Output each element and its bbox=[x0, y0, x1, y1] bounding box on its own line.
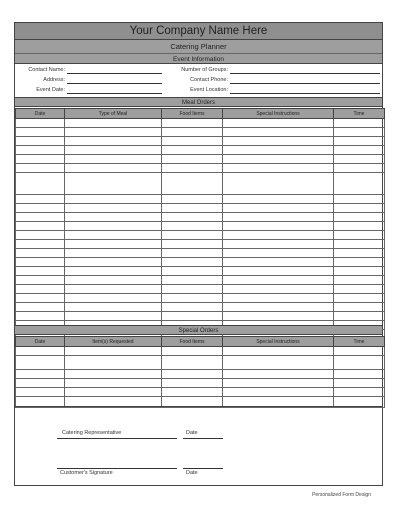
meal-orders-header: Meal Orders bbox=[15, 97, 382, 107]
signature-section bbox=[15, 406, 382, 488]
date-line[interactable] bbox=[183, 468, 223, 469]
table-row[interactable] bbox=[16, 267, 385, 276]
form-title: Catering Planner bbox=[15, 40, 382, 53]
contact-name-field[interactable] bbox=[15, 65, 165, 75]
event-information-fields bbox=[15, 64, 382, 96]
column-header: Food Items bbox=[162, 337, 223, 347]
column-header: Time bbox=[334, 109, 385, 119]
table-row[interactable] bbox=[16, 370, 385, 379]
table-row[interactable] bbox=[16, 137, 385, 146]
column-header: Special Instructions bbox=[223, 337, 334, 347]
event-date-field[interactable] bbox=[15, 85, 165, 95]
table-header-row bbox=[16, 337, 385, 347]
event-information-header: Event Information bbox=[15, 53, 382, 64]
special-orders-header: Special Orders bbox=[15, 325, 382, 335]
table-row[interactable] bbox=[16, 379, 385, 388]
date-label: Date bbox=[186, 430, 198, 436]
table-row[interactable] bbox=[16, 276, 385, 285]
company-name-header: Your Company Name Here bbox=[15, 23, 382, 40]
field-line bbox=[230, 73, 380, 74]
field-line bbox=[67, 93, 162, 94]
date-line[interactable] bbox=[183, 438, 223, 439]
table-row[interactable] bbox=[16, 155, 385, 164]
column-header: Type of Meal bbox=[65, 109, 162, 119]
table-row[interactable] bbox=[16, 347, 385, 356]
table-row[interactable] bbox=[16, 119, 385, 128]
table-row[interactable] bbox=[16, 285, 385, 294]
footer-note: Personalized Form Design bbox=[312, 492, 371, 498]
representative-signature-label: Catering Representative bbox=[62, 430, 122, 436]
field-line bbox=[230, 83, 380, 84]
meal-orders-table bbox=[15, 108, 385, 341]
table-row[interactable] bbox=[16, 213, 385, 222]
table-row[interactable] bbox=[16, 294, 385, 303]
field-line bbox=[67, 73, 162, 74]
table-row[interactable] bbox=[16, 249, 385, 258]
customer-signature-line[interactable] bbox=[57, 468, 177, 469]
event-location-field[interactable] bbox=[170, 85, 382, 95]
table-row[interactable] bbox=[16, 128, 385, 137]
column-header: Special Instructions bbox=[223, 109, 334, 119]
date-label: Date bbox=[186, 470, 198, 476]
special-orders-table bbox=[15, 336, 385, 408]
table-row[interactable] bbox=[16, 303, 385, 312]
table-row[interactable] bbox=[16, 231, 385, 240]
table-row[interactable] bbox=[16, 173, 385, 195]
column-header: Date bbox=[16, 109, 65, 119]
column-header: Item(s) Requested bbox=[65, 337, 162, 347]
table-header-row bbox=[16, 109, 385, 119]
customer-signature-label: Customer's Signature bbox=[60, 470, 113, 476]
catering-planner-form bbox=[14, 22, 383, 486]
table-row[interactable] bbox=[16, 356, 385, 370]
table-row[interactable] bbox=[16, 388, 385, 397]
field-label: Contact Phone: bbox=[190, 77, 228, 83]
field-label: Event Location: bbox=[190, 87, 228, 93]
table-row[interactable] bbox=[16, 222, 385, 231]
column-header: Time bbox=[334, 337, 385, 347]
field-line bbox=[230, 93, 380, 94]
field-label: Contact Name: bbox=[28, 67, 65, 73]
table-row[interactable] bbox=[16, 146, 385, 155]
contact-phone-field[interactable] bbox=[170, 75, 382, 85]
representative-signature-line[interactable] bbox=[57, 438, 177, 439]
table-row[interactable] bbox=[16, 204, 385, 213]
table-row[interactable] bbox=[16, 195, 385, 204]
field-line bbox=[67, 83, 162, 84]
column-header: Date bbox=[16, 337, 65, 347]
number-of-groups-field[interactable] bbox=[170, 65, 382, 75]
field-label: Address: bbox=[43, 77, 65, 83]
table-row[interactable] bbox=[16, 258, 385, 267]
table-row[interactable] bbox=[16, 164, 385, 173]
address-field[interactable] bbox=[15, 75, 165, 85]
field-label: Event Date: bbox=[36, 87, 65, 93]
table-row[interactable] bbox=[16, 312, 385, 321]
column-header: Food Items bbox=[162, 109, 223, 119]
table-row[interactable] bbox=[16, 240, 385, 249]
field-label: Number of Groups: bbox=[181, 67, 228, 73]
